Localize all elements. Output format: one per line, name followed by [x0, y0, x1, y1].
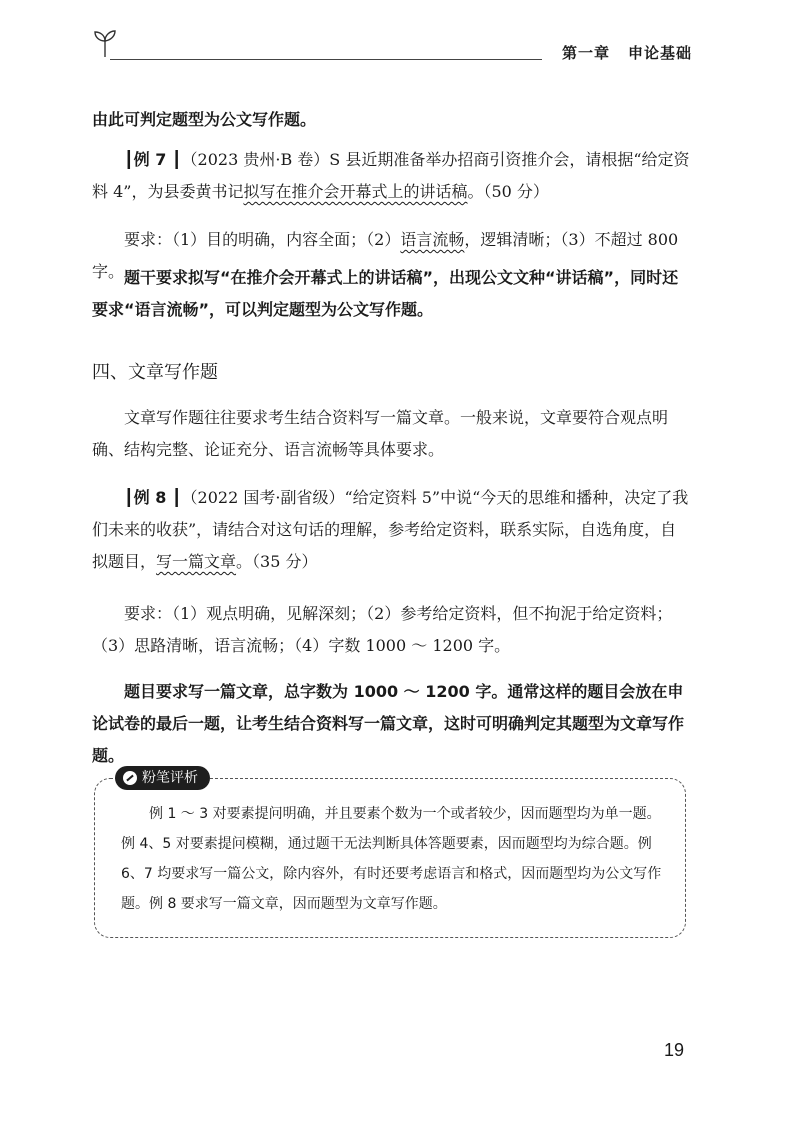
pen-icon — [123, 771, 137, 785]
underlined-phrase: 拟写在推介会开幕式上的讲话稿 — [243, 182, 468, 201]
running-header — [92, 28, 692, 68]
example-text: （2023 贵州·B 卷）S 县近期准备举办招商引资推介会，请根据“给定资料 4”，为县委黄书记 — [92, 150, 690, 201]
example-tag: ┃例 8 ┃ — [124, 488, 182, 507]
chapter-name: 申论基础 — [627, 44, 692, 62]
sprout-icon — [92, 28, 118, 58]
section-intro: 文章写作题往往要求考生结合资料写一篇文章。一般来说，文章要符合观点明确、结构完整、论证充分、语言流畅等具体要求。 — [92, 408, 669, 459]
section-heading: 四、文章写作题 — [92, 362, 218, 383]
conclusion-paragraph: 由此可判定题型为公文写作题。 — [92, 110, 317, 129]
requirements-8: 要求：（1）观点明确，见解深刻；（2）参考给定资料，但不拘泥于给定资料；（3）思路清晰，语言流畅；（4）字数 1000 ～ 1200 字。 — [92, 604, 673, 655]
example-score: 。（35 分） — [236, 552, 318, 571]
example-tag: ┃例 7 ┃ — [124, 150, 182, 169]
example-8 — [92, 482, 692, 578]
req-text: 要求：（1）目的明确，内容全面；（2） — [124, 230, 401, 249]
header-rule — [110, 59, 542, 60]
example-7 — [92, 144, 692, 208]
commentary-text: 例 1 ～ 3 对要素提问明确，并且要素个数为一个或者较少，因而题型均为单一题。例 4、5 对要素提问模糊，通过题干无法判断具体答题要素，因而题型均为综合题。例 6、7 均要求写一篇公文，除内容外，有时还要考虑语言和格式，因而题型均为公文写作题。例 8 要求写一篇文章，因而题型为文章写作题。 — [121, 806, 662, 912]
commentary-label — [115, 766, 210, 790]
chapter-number: 第一章 — [561, 44, 610, 62]
commentary-box — [94, 770, 686, 938]
analysis-7: 题干要求拟写“在推介会开幕式上的讲话稿”，出现公文文种“讲话稿”，同时还要求“语言流畅”，可以判定题型为公文写作题。 — [92, 268, 679, 319]
page-number: 19 — [664, 1040, 685, 1060]
chapter-title — [562, 42, 692, 63]
req-text: ，逻辑清晰；（3）不超过 800 字。 — [92, 230, 679, 281]
example-score: 。（50 分） — [467, 182, 549, 201]
underlined-phrase: 写一篇文章 — [156, 552, 237, 571]
example-text: （2022 国考·副省级）“给定资料 5”中说“今天的思维和播种，决定了我们未来的收获”，请结合对这句话的理解，参考给定资料，联系实际，自选角度，自拟题目， — [92, 488, 689, 571]
underlined-phrase: 语言流畅 — [400, 230, 465, 249]
analysis-8: 题目要求写一篇文章，总字数为 1000 ～ 1200 字。通常这样的题目会放在申论试卷的最后一题，让考生结合资料写一篇文章，这时可明确判定其题型为文章写作题。 — [92, 682, 685, 765]
commentary-label-text: 粉笔评析 — [142, 770, 198, 786]
